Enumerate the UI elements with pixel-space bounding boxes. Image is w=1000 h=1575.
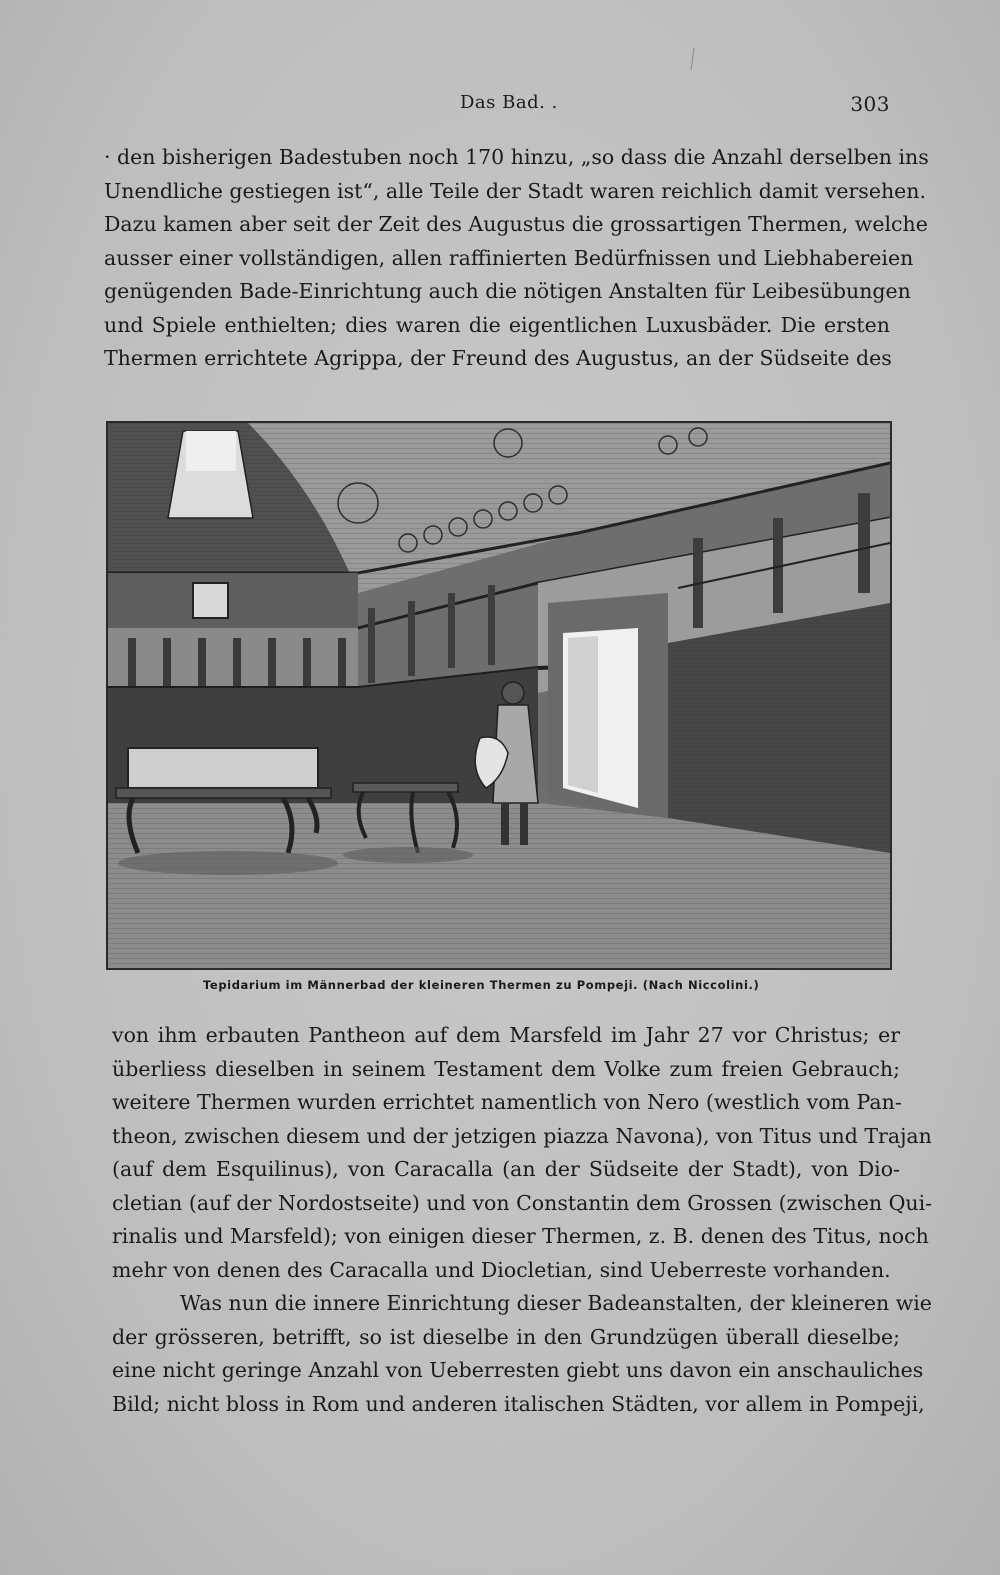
text-line: theon, zwischen diesem und der jetzigen piazza Navona), von Titus und Trajan xyxy=(112,1123,932,1148)
top-paragraph xyxy=(104,141,929,376)
figure-caption: Tepidarium im Männerbad der kleineren Thermen zu Pompeji. (Nach Niccolini.) xyxy=(203,978,760,992)
text-line: ausser einer vollständigen, allen raffinierten Bedürfnissen und Liebhabereien xyxy=(104,245,914,270)
text-line: Unendliche gestiegen ist“, alle Teile der Stadt waren reichlich damit versehen. xyxy=(104,178,927,203)
text-line: genügenden Bade-Einrichtung auch die nötigen Anstalten für Leibesübungen xyxy=(104,279,911,303)
text-line: der grösseren, betrifft, so ist dieselbe in den Grundzügen überall dieselbe; xyxy=(112,1324,900,1349)
text-line: Thermen errichtete Agrippa, der Freund des Augustus, an der Südseite des xyxy=(104,346,892,370)
text-line: eine nicht geringe Anzahl von Ueberresten giebt uns davon ein anschauliches xyxy=(112,1358,924,1382)
pencil-mark xyxy=(690,48,694,70)
text-line: cletian (auf der Nordostseite) und von Constantin dem Grossen (zwischen Qui- xyxy=(112,1190,933,1215)
text-line: überliess dieselben in seinem Testament dem Volke zum freien Gebrauch; xyxy=(112,1056,900,1081)
text-line: (auf dem Esquilinus), von Caracalla (an der Südseite der Stadt), von Dio- xyxy=(112,1157,900,1181)
text-line: von ihm erbauten Pantheon auf dem Marsfeld im Jahr 27 vor Christus; er xyxy=(112,1023,900,1047)
bottom-paragraphs xyxy=(112,1019,933,1421)
text-line: Dazu kamen aber seit der Zeit des Augustus die grossartigen Thermen, welche xyxy=(104,212,928,236)
tepidarium-engraving xyxy=(106,421,892,970)
text-line: weitere Thermen wurden errichtet namentlich von Nero (westlich vom Pan- xyxy=(112,1090,902,1114)
text-line: rinalis und Marsfeld); von einigen dieser Thermen, z. B. denen des Titus, noch xyxy=(112,1224,929,1248)
page-number: 303 xyxy=(850,92,890,116)
text-line: und Spiele enthielten; dies waren die eigentlichen Luxusbäder. Die ersten xyxy=(104,312,890,337)
running-head-title: Das Bad. . xyxy=(460,92,558,113)
text-line: mehr von denen des Caracalla und Diocletian, sind Ueberreste vorhanden. xyxy=(112,1257,891,1282)
text-line: Bild; nicht bloss in Rom und anderen italischen Städten, vor allem in Pompeji, xyxy=(112,1391,925,1416)
text-line: Was nun die innere Einrichtung dieser Badeanstalten, der kleineren wie xyxy=(180,1291,932,1315)
text-line: · den bisherigen Badestuben noch 170 hinzu, „so dass die Anzahl derselben ins xyxy=(104,145,929,169)
